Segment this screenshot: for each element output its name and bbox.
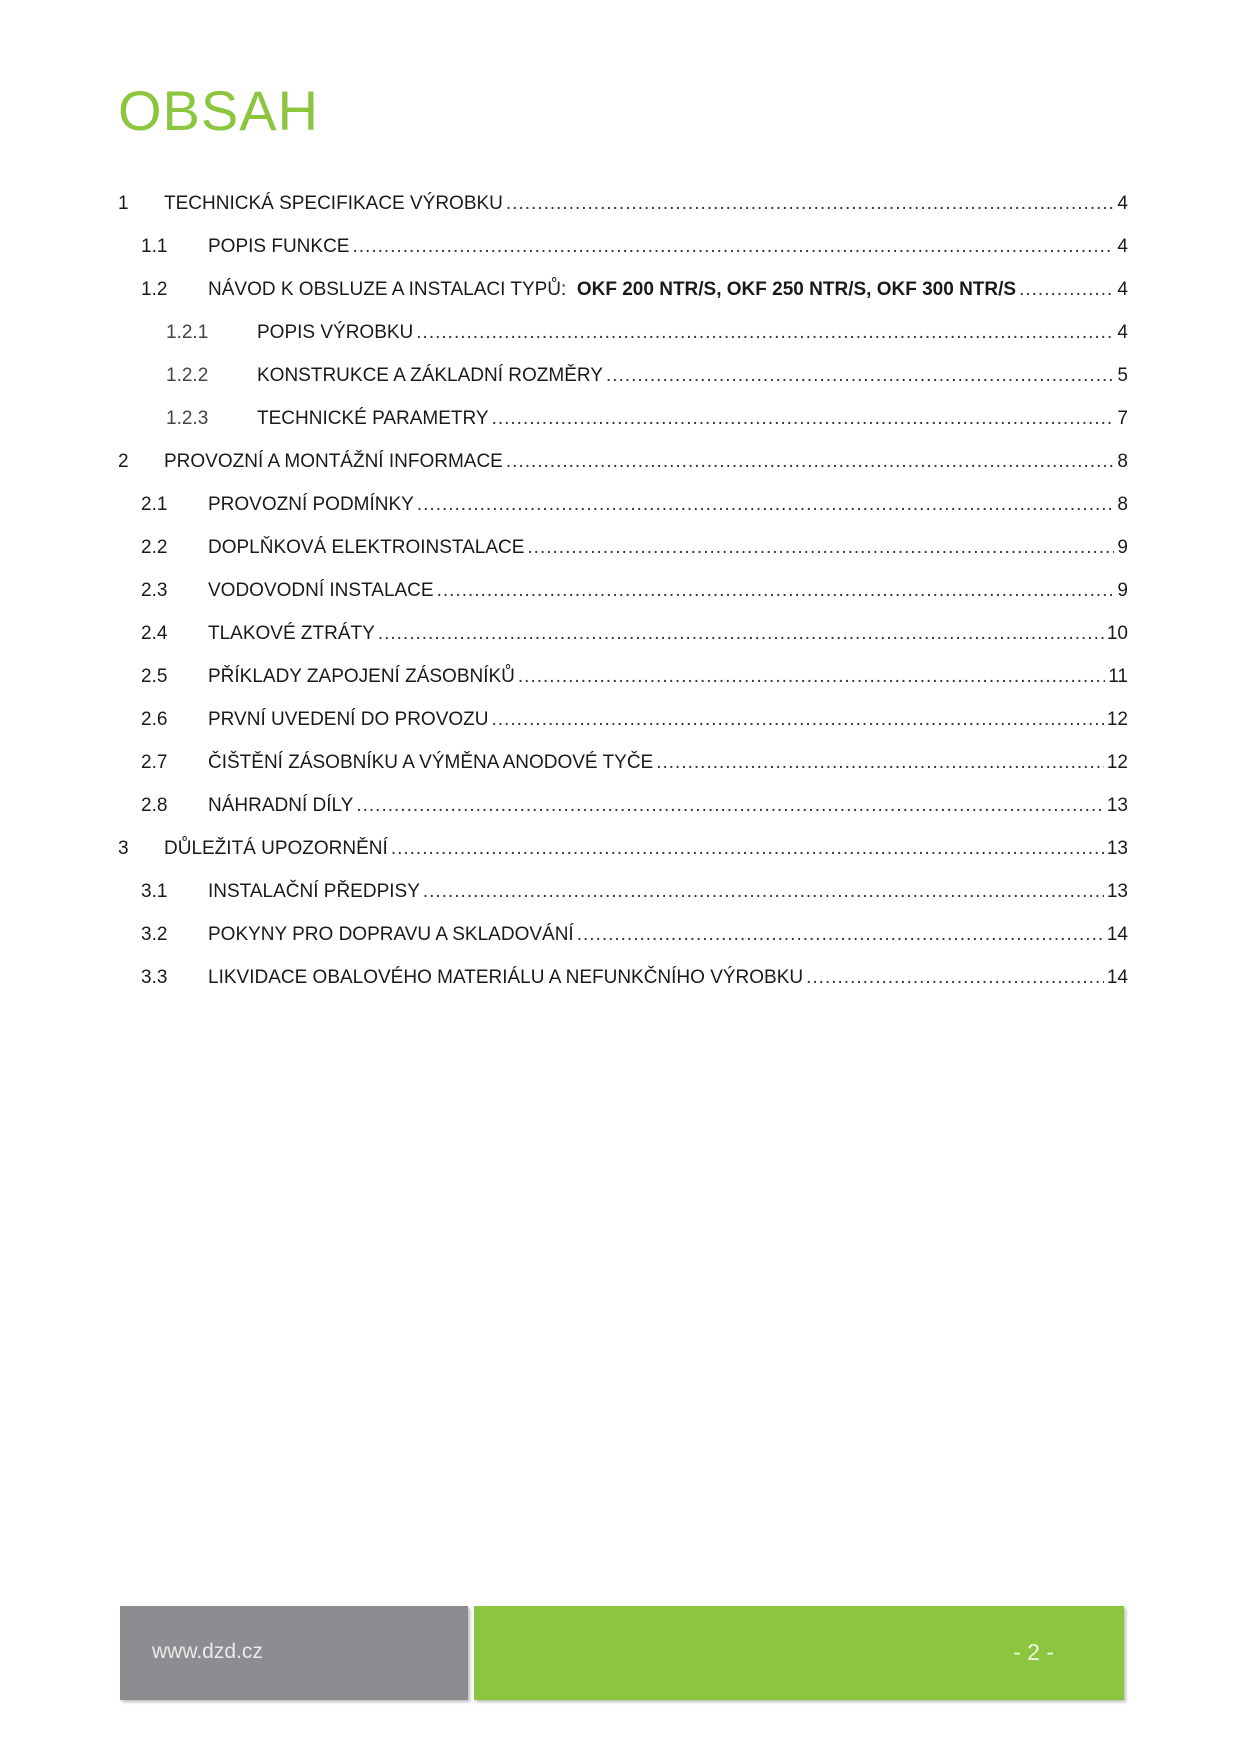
- toc-leader: [492, 408, 1115, 430]
- toc-page-number: 9: [1117, 536, 1128, 558]
- toc-page-number: 9: [1117, 579, 1128, 601]
- toc-entry[interactable]: [118, 569, 1128, 612]
- toc-page-number: 4: [1117, 278, 1128, 300]
- toc-leader: [423, 881, 1104, 903]
- toc-label: TLAKOVÉ ZTRÁTY: [208, 622, 375, 644]
- toc-entry[interactable]: [118, 397, 1128, 440]
- website-link[interactable]: www.dzd.cz: [152, 1640, 263, 1663]
- toc-number: 2.1: [141, 493, 168, 515]
- toc-leader: [518, 666, 1105, 688]
- toc-number: 1.1: [141, 235, 168, 257]
- toc-number: 1.2.2: [166, 364, 209, 386]
- toc-page-number: 12: [1106, 708, 1128, 730]
- toc-number: 2.5: [141, 665, 168, 687]
- toc-number: 2.7: [141, 751, 168, 773]
- toc-page-number: 12: [1106, 751, 1128, 773]
- toc-entry[interactable]: [118, 612, 1128, 655]
- toc-label: DOPLŇKOVÁ ELEKTROINSTALACE: [208, 536, 525, 558]
- toc-entry[interactable]: [118, 698, 1128, 741]
- toc-label: POPIS VÝROBKU: [257, 321, 414, 343]
- toc-page-number: 11: [1108, 665, 1128, 687]
- toc-entry[interactable]: [118, 655, 1128, 698]
- toc-page-number: 4: [1117, 235, 1128, 257]
- toc-label: POPIS FUNKCE: [208, 235, 350, 257]
- toc-number: 1.2.3: [166, 407, 209, 429]
- toc-entry[interactable]: [118, 182, 1128, 225]
- toc-number: 3.1: [141, 880, 168, 902]
- toc-page-number: 4: [1117, 321, 1128, 343]
- toc-leader: [378, 623, 1104, 645]
- toc-entry[interactable]: [118, 741, 1128, 784]
- toc-label: KONSTRUKCE A ZÁKLADNÍ ROZMĚRY: [257, 364, 603, 386]
- toc-label: INSTALAČNÍ PŘEDPISY: [208, 880, 420, 902]
- toc-number: 2.2: [141, 536, 168, 558]
- toc-label: TECHNICKÁ SPECIFIKACE VÝROBKU: [164, 192, 503, 214]
- toc-label: PROVOZNÍ A MONTÁŽNÍ INFORMACE: [164, 450, 503, 472]
- toc-label: NÁVOD K OBSLUZE A INSTALACI TYPŮ: OKF 200 NTR/S, OKF 250 NTR/S, OKF 300 NTR/S: [208, 278, 1017, 300]
- toc-label: POKYNY PRO DOPRAVU A SKLADOVÁNÍ: [208, 923, 574, 945]
- toc-entry[interactable]: [118, 311, 1128, 354]
- toc-page-number: 10: [1106, 622, 1128, 644]
- toc-leader: [491, 709, 1103, 731]
- toc-leader: [391, 838, 1104, 860]
- toc-number: 3: [118, 837, 129, 859]
- toc-number: 2.3: [141, 579, 168, 601]
- toc-label: LIKVIDACE OBALOVÉHO MATERIÁLU A NEFUNKČNÍHO VÝROBKU: [208, 966, 804, 988]
- toc-entry[interactable]: [118, 870, 1128, 913]
- toc-label: PROVOZNÍ PODMÍNKY: [208, 493, 414, 515]
- footer-website-block: [120, 1606, 468, 1700]
- toc-entry[interactable]: [118, 268, 1128, 311]
- toc-entry[interactable]: [118, 956, 1128, 999]
- toc-number: 2.4: [141, 622, 168, 644]
- toc-leader: [1019, 279, 1114, 301]
- toc-entry[interactable]: [118, 354, 1128, 397]
- toc-entry[interactable]: [118, 526, 1128, 569]
- toc-number: 2.6: [141, 708, 168, 730]
- footer-page-block: [474, 1606, 1124, 1700]
- toc-page-number: 13: [1106, 794, 1128, 816]
- toc-label: VODOVODNÍ INSTALACE: [208, 579, 434, 601]
- toc-entry[interactable]: [118, 225, 1128, 268]
- toc-number: 2: [118, 450, 129, 472]
- toc-leader: [527, 537, 1114, 559]
- toc-page-number: 13: [1106, 880, 1128, 902]
- toc-entry[interactable]: [118, 827, 1128, 870]
- table-of-contents: [118, 182, 1128, 999]
- toc-page-number: 14: [1106, 923, 1128, 945]
- toc-entry[interactable]: [118, 483, 1128, 526]
- toc-entry[interactable]: [118, 784, 1128, 827]
- toc-leader: [506, 451, 1115, 473]
- toc-leader: [656, 752, 1104, 774]
- toc-label-bold: OKF 200 NTR/S, OKF 250 NTR/S, OKF 300 NTR/S: [576, 278, 1017, 300]
- toc-leader: [352, 236, 1114, 258]
- toc-number: 3.2: [141, 923, 168, 945]
- toc-leader: [417, 494, 1115, 516]
- toc-leader: [577, 924, 1104, 946]
- toc-page-number: 13: [1106, 837, 1128, 859]
- toc-page-number: 4: [1117, 192, 1128, 214]
- toc-page-number: 5: [1117, 364, 1128, 386]
- toc-label: PŘÍKLADY ZAPOJENÍ ZÁSOBNÍKŮ: [208, 665, 515, 687]
- toc-leader: [606, 365, 1114, 387]
- toc-leader: [416, 322, 1114, 344]
- toc-page-number: 8: [1117, 450, 1128, 472]
- toc-page-number: 7: [1117, 407, 1128, 429]
- toc-label: TECHNICKÉ PARAMETRY: [257, 407, 489, 429]
- toc-leader: [437, 580, 1115, 602]
- toc-entry[interactable]: [118, 440, 1128, 483]
- toc-number: 3.3: [141, 966, 168, 988]
- toc-number: 1.2: [141, 278, 168, 300]
- toc-number: 1.2.1: [166, 321, 209, 343]
- toc-leader: [356, 795, 1104, 817]
- toc-page-number: 14: [1106, 966, 1128, 988]
- toc-label: DŮLEŽITÁ UPOZORNĚNÍ: [164, 837, 388, 859]
- toc-label: NÁHRADNÍ DÍLY: [208, 794, 354, 816]
- toc-leader: [806, 967, 1104, 989]
- toc-label: ČIŠTĚNÍ ZÁSOBNÍKU A VÝMĚNA ANODOVÉ TYČE: [208, 751, 654, 773]
- toc-entry[interactable]: [118, 913, 1128, 956]
- toc-leader: [506, 193, 1115, 215]
- toc-page-number: 8: [1117, 493, 1128, 515]
- page-number: - 2 -: [1013, 1639, 1054, 1665]
- toc-label: PRVNÍ UVEDENÍ DO PROVOZU: [208, 708, 489, 730]
- toc-number: 2.8: [141, 794, 168, 816]
- toc-number: 1: [118, 192, 129, 214]
- page-title: OBSAH: [118, 79, 320, 142]
